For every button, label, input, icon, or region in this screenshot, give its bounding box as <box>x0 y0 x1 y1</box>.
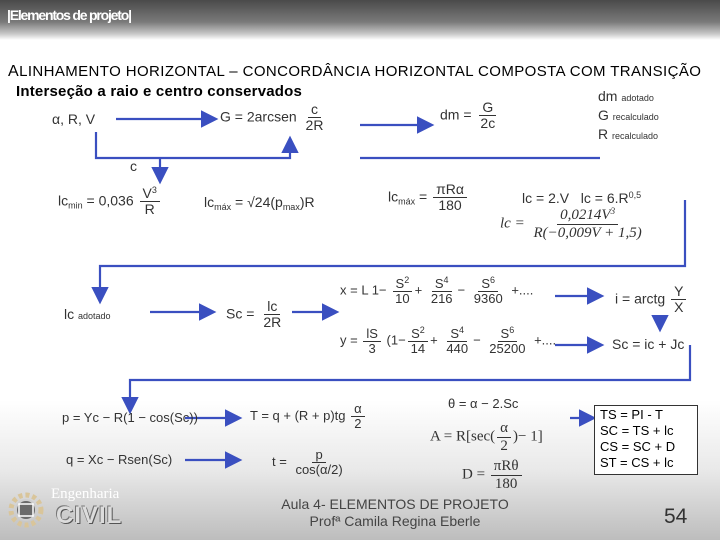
formula-t: t = $\frac{p}{\cos(\alpha/2)}$ <box>272 447 343 478</box>
formula-T: T = q + (R + p)tg $\frac{\alpha}{2}$ <box>250 402 367 432</box>
arrow-inputs-to-c <box>96 132 290 158</box>
logo-line2: CIVIL <box>56 502 123 529</box>
formula-Sc: Sc = $\frac{lc}{2R}$ <box>226 298 282 331</box>
engenharia-civil-logo <box>4 484 132 536</box>
c-label: c <box>130 158 137 174</box>
formula-x-series: x = L 1− $\frac{S^2}{10}$ + $\frac{S^4}{216}$ − $\frac{S^6}{9360}$ +.... <box>340 275 534 307</box>
station-CS: CS = SC + D <box>600 439 676 454</box>
station-TS: TS = PI - T <box>600 407 663 422</box>
formula-theta: θ = α − 2.Sc <box>448 396 519 411</box>
footer-author: Profª Camila Regina Eberle <box>309 513 481 529</box>
adopted-values: dm adotado G recalculado R recalculado <box>598 88 659 142</box>
formula-A: A = R[sec( $\frac{\alpha}{2}$ )− 1] <box>430 420 543 454</box>
lc-adopted-label: lc adotado <box>64 306 111 322</box>
formula-lc-max-arc: $lc_{máx}$ = $\frac{\text{πRα}}{180}$ <box>388 182 469 214</box>
footer-course: Aula 4- ELEMENTOS DE PROJETO <box>281 496 509 512</box>
formula-dm: dm = $\frac{G}{2c}$ <box>440 99 496 132</box>
station-ST: ST = CS + lc <box>600 455 674 470</box>
slide-section-title: |Elementos de projeto| <box>7 7 131 23</box>
gear-icon <box>4 488 48 532</box>
page-number: 54 <box>664 505 688 528</box>
formula-q: q = Xc − Rsen(Sc) <box>66 452 173 467</box>
formula-lc-min: $lc_{min} = 0,036$ $\frac{V^3}{R}$ <box>58 186 162 218</box>
slide-subheading: Interseção a raio e centro conservados <box>16 83 303 100</box>
station-SC: SC = TS + lc <box>600 423 674 438</box>
formula-p: p = Yc − R(1 − cos(Sc)) <box>62 410 198 425</box>
formula-lc-simple: lc = 2.V lc = $6.R^{0,5}$ <box>522 190 642 206</box>
formula-Sc-total: Sc = ic + Jc <box>612 336 685 352</box>
formula-i: i = arctg $\frac{Y}{X}$ <box>615 284 688 316</box>
inputs-label: α, R, V <box>52 111 96 127</box>
slide-heading: ALINHAMENTO HORIZONTAL – CONCORDÂNCIA HORIZONTAL COMPOSTA COM TRANSIÇÃO <box>8 63 702 80</box>
formula-y-series: y = $\frac{lS}{3}$ (1− $\frac{S^2}{14}$ + $\frac{S^4}{440}$ − $\frac{S^6}{25200}$ +.... <box>340 325 557 357</box>
formula-G: G = 2arcsen $\frac{c}{2R}$ <box>220 101 324 134</box>
stations-box <box>594 405 698 475</box>
formula-lc-max-sqrt: $lc_{máx} = √24(p_{max})R$ <box>204 194 315 212</box>
formula-lc-empirical: lc = $\frac{0,0214V^3}{R(-0,009V + 1,5)}$ <box>500 206 642 241</box>
footer <box>270 496 520 530</box>
formula-D: D = $\frac{\text{πRθ}}{180}$ <box>462 458 524 492</box>
logo-line1: Engenharia <box>51 486 120 502</box>
